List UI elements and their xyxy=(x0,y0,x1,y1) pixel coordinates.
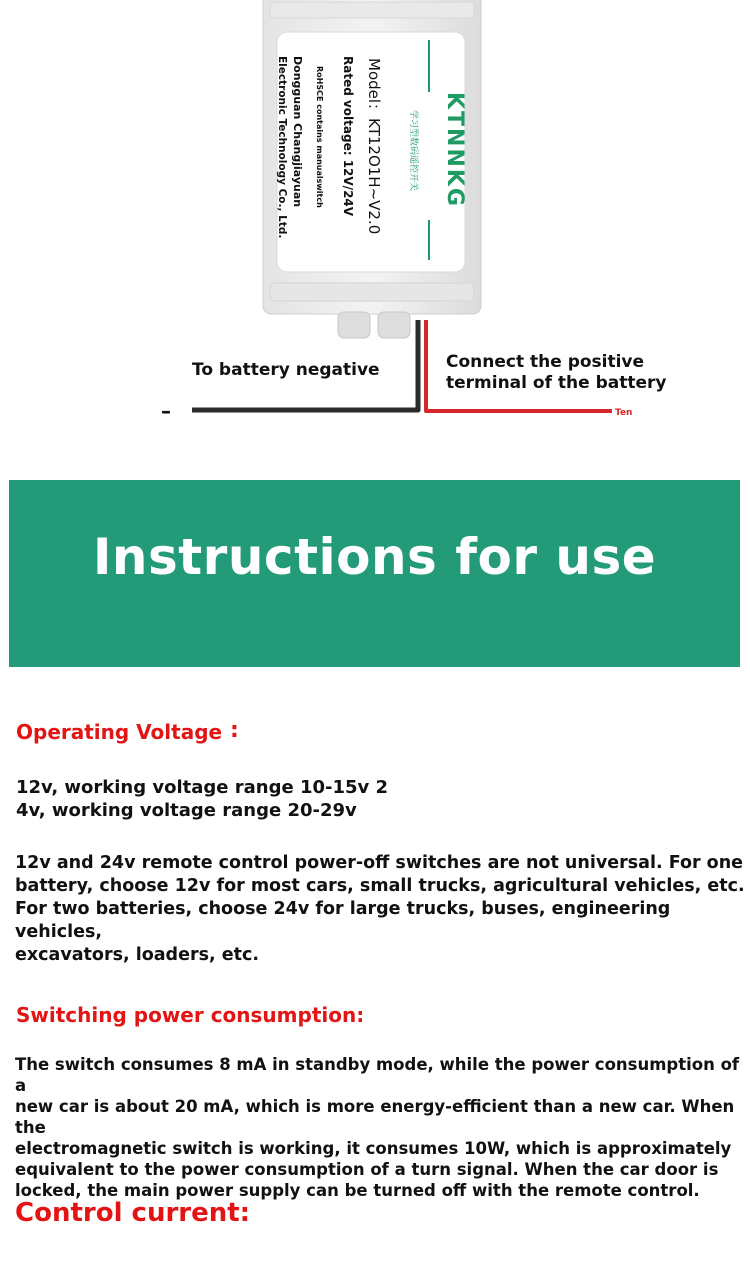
positive-tag: Ten xyxy=(615,408,633,418)
voltage-notes-line-1: 12v and 24v remote control power-off switches are not universal. For one xyxy=(15,853,744,873)
voltage-line: Rated voltage: 12V/24V xyxy=(341,56,355,217)
power-consumption-line-4: equivalent to the power consumption of a turn signal. When the car door is xyxy=(15,1160,719,1179)
voltage-notes-line-4: excavators, loaders, etc. xyxy=(15,945,260,965)
power-consumption-line-5: locked, the main power supply can be turned off with the remote control. xyxy=(15,1181,700,1200)
voltage-notes-line-2: battery, choose 12v for most cars, small trucks, agricultural vehicles, etc. xyxy=(15,876,745,896)
control-current-heading: Control current: xyxy=(15,1198,251,1228)
maker-line-2: Electronic Technology Co., Ltd. xyxy=(276,56,288,239)
power-consumption-paragraph xyxy=(15,1054,750,1201)
power-consumption-line-3: electromagnetic switch is working, it consumes 10W, which is approximately xyxy=(15,1139,732,1158)
instructions-banner xyxy=(9,480,740,667)
power-consumption-heading: Switching power consumption: xyxy=(16,1003,365,1027)
voltage-notes-line-3: For two batteries, choose 24v for large trucks, buses, engineering vehicles, xyxy=(15,899,671,942)
negative-wire-label: To battery negative xyxy=(192,360,380,380)
rohs-line: RoHSCE contains manualswitch xyxy=(315,66,324,208)
power-consumption-line-1: The switch consumes 8 mA in standby mode, while the power consumption of a xyxy=(15,1055,740,1095)
model-line: Model：KT12O1H~V2.0 xyxy=(365,58,383,235)
positive-wire-label xyxy=(446,352,666,394)
banner-title: Instructions for use xyxy=(92,528,657,586)
voltage-range-line-1: 12v, working voltage range 10-15v 2 xyxy=(16,777,389,798)
brand-subtitle: 学习型数码遥控开关 xyxy=(408,110,418,192)
voltage-range-line-2: 4v, working voltage range 20-29v xyxy=(16,800,357,821)
positive-label-line-1: Connect the positive xyxy=(446,352,645,372)
voltage-range-text xyxy=(16,776,388,822)
operating-voltage-colon: : xyxy=(230,718,239,743)
brand-logo: KTNNKG xyxy=(442,92,467,208)
power-consumption-line-2: new car is about 20 mA, which is more energy-efficient than a new car. When the xyxy=(15,1097,735,1137)
maker-line-1: Dongguan Changjiayuan xyxy=(291,56,304,208)
voltage-notes-paragraph xyxy=(15,852,750,967)
positive-label-line-2: terminal of the battery xyxy=(446,373,667,393)
negative-symbol: – xyxy=(161,399,171,423)
operating-voltage-heading: Operating Voltage xyxy=(16,720,223,744)
